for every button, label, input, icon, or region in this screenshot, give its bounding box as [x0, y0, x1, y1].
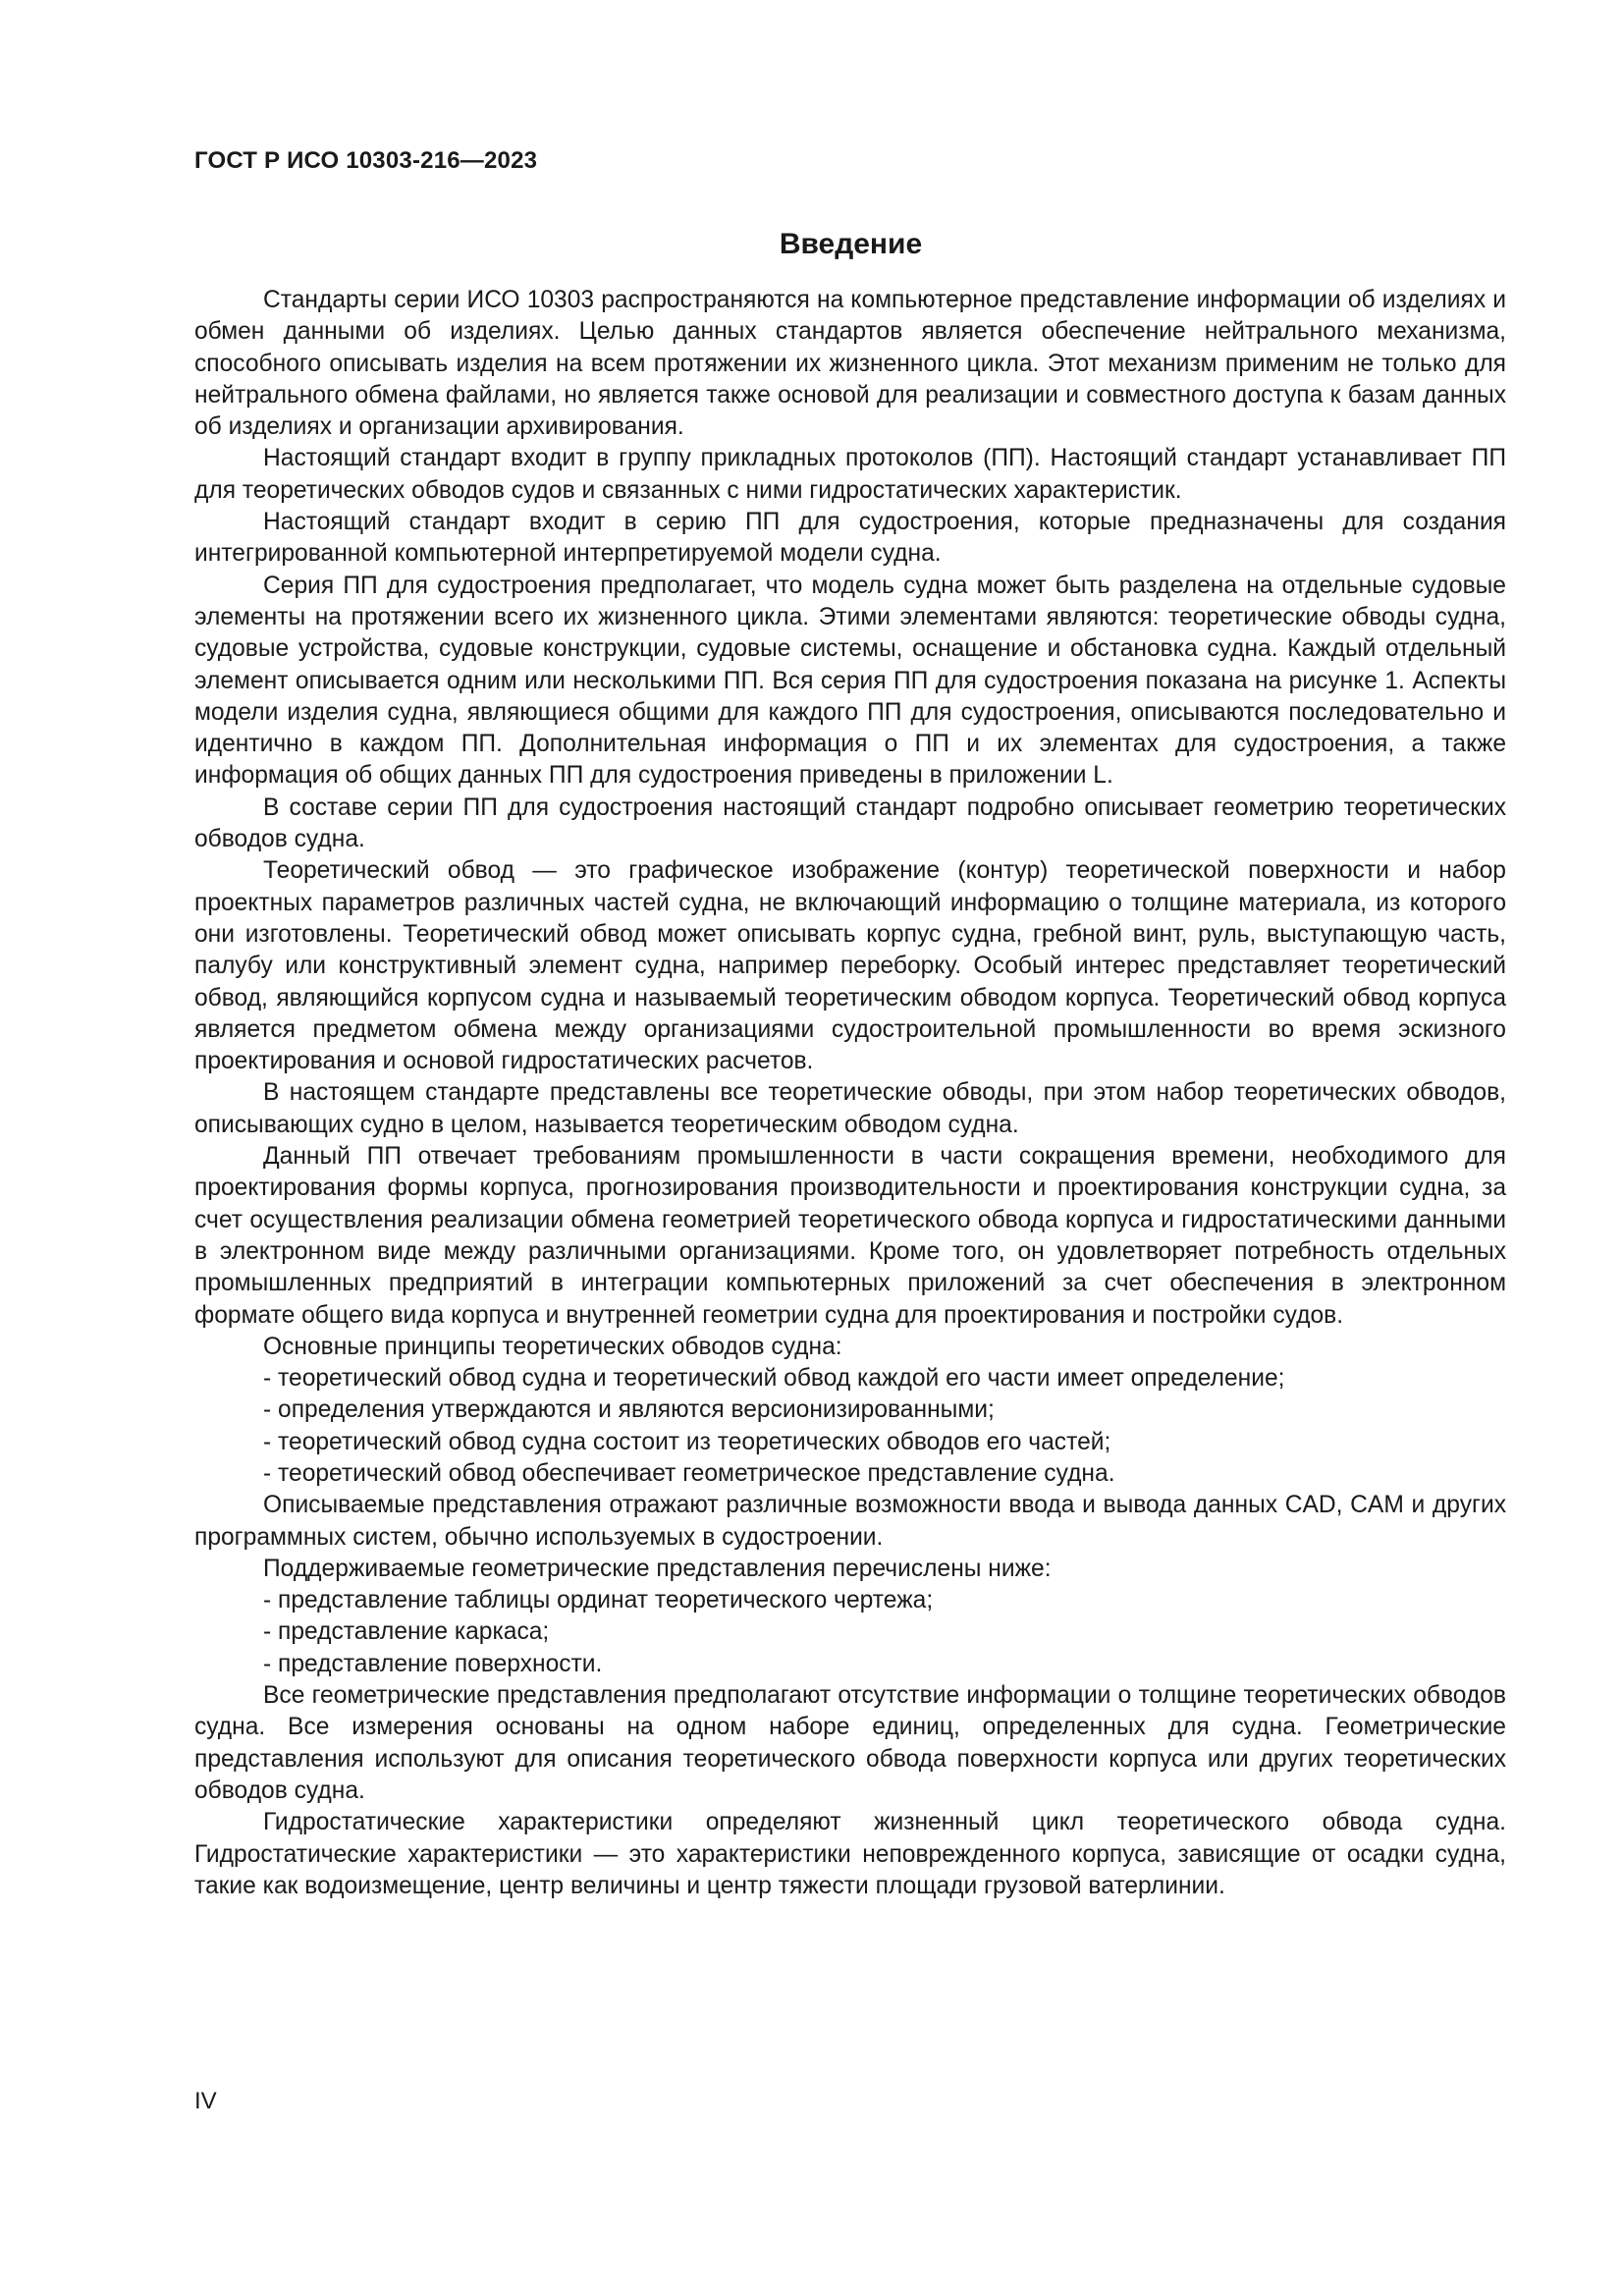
paragraph: Теоретический обвод — это графическое изображение (контур) теоретической поверхности и набор проектных параметров различных частей судна, не включающий информацию о толщине материала, из которого они изготовлены. Теоретический обвод может описывать корпус судна, гребной винт, руль, выступающую часть, палубу или конструктивный элемент судна, например переборку. Особый интерес представляет теоретический обвод, являющийся корпусом судна и называемый теоретическим обводом корпуса. Теоретический обвод корпуса является предметом обмена между организациями судостроительной промышленности во время эскизного проектирования и основой гидростатических расчетов.	[194, 857, 1506, 1075]
paragraph: Поддерживаемые геометрические представления перечислены ниже:	[263, 1555, 1052, 1582]
paragraph: Данный ПП отвечает требованиям промышленности в части сокращения времени, необходимого для проектирования формы корпуса, прогнозирования производительности и проектирования конструкции судна, за счет осуществления реализации обмена геометрией теоретического обвода корпуса и гидростатическими данными в электронном виде между различными организациями. Кроме того, он удовлетворяет потребность отдельных промышленных предприятий в интеграции компьютерных приложений за счет обеспечения в электронном формате общего вида корпуса и внутренней геометрии судна для проектирования и постройки судов.	[194, 1143, 1506, 1329]
paragraph: Серия ПП для судостроения предполагает, что модель судна может быть разделена на отдельные судовые элементы на протяжении всего их жизненного цикла. Этими элементами являются: теоретические обводы судна, судовые устройства, судовые конструкции, судовые системы, оснащение и обстановка судна. Каждый отдельный элемент описывается одним или несколькими ПП. Вся серия ПП для судостроения показана на рисунке 1. Аспекты модели изделия судна, являющиеся общими для каждого ПП для судостроения, описываются последовательно и идентично в каждом ПП. Дополнительная информация о ПП и их элементах для судостроения, а также информация об общих данных ПП для судостроения приведены в приложении L.	[194, 572, 1506, 790]
paragraph: Все геометрические представления предполагают отсутствие информации о толщине теоретических обводов судна. Все измерения основаны на одном наборе единиц, определенных для судна. Геометрические представления используют для описания теоретического обвода поверхности корпуса или других теоретических обводов судна.	[194, 1682, 1506, 1804]
list-item: - представление поверхности.	[263, 1650, 603, 1677]
paragraph: Стандарты серии ИСО 10303 распространяются на компьютерное представление информации об изделиях и обмен данными об изделиях. Целью данных стандартов является обеспечение нейтрального механизма, способного описывать изделия на всем протяжении их жизненного цикла. Этот механизм применим не только для нейтрального обмена файлами, но является также основой для реализации и совместного доступа к базам данных об изделиях и организации архивирования.	[194, 287, 1506, 441]
document-header-code: ГОСТ Р ИСО 10303-216—2023	[194, 147, 538, 174]
paragraph: Гидростатические характеристики определяют жизненный цикл теоретического обвода судна. Гидростатические характеристики — это характеристики неповрежденного корпуса, зависящие от осадки судна, такие как водоизмещение, центр величины и центр тяжести площади грузовой ватерлинии.	[194, 1809, 1506, 1899]
paragraph: Основные принципы теоретических обводов судна:	[263, 1333, 842, 1360]
document-body	[194, 285, 1506, 1902]
section-title: Введение	[779, 228, 923, 260]
page-number: IV	[194, 2088, 217, 2114]
paragraph: В составе серии ПП для судостроения настоящий стандарт подробно описывает геометрию теоретических обводов судна.	[194, 793, 1506, 853]
list-item: - представление таблицы ординат теоретического чертежа;	[263, 1587, 934, 1614]
paragraph: Настоящий стандарт входит в серию ПП для судостроения, которые предназначены для создания интегрированной компьютерной интерпретируемой модели судна.	[194, 509, 1506, 568]
paragraph: Описываемые представления отражают различные возможности ввода и вывода данных CAD, CAM и других программных систем, обычно используемых в судостроении.	[194, 1492, 1506, 1551]
list-item: - представление каркаса;	[263, 1618, 550, 1646]
paragraph: В настоящем стандарте представлены все теоретические обводы, при этом набор теоретических обводов, описывающих судно в целом, называется теоретическим обводом судна.	[194, 1079, 1506, 1138]
list-item: - определения утверждаются и являются версионизированными;	[263, 1396, 995, 1424]
paragraph: Настоящий стандарт входит в группу прикладных протоколов (ПП). Настоящий стандарт устанавливает ПП для теоретических обводов судов и связанных с ними гидростатических характеристик.	[194, 445, 1506, 504]
list-item: - теоретический обвод судна состоит из теоретических обводов его частей;	[263, 1428, 1111, 1455]
list-item: - теоретический обвод судна и теоретический обвод каждой его части имеет определение;	[263, 1365, 1285, 1393]
list-item: - теоретический обвод обеспечивает геометрическое представление судна.	[263, 1459, 1115, 1487]
